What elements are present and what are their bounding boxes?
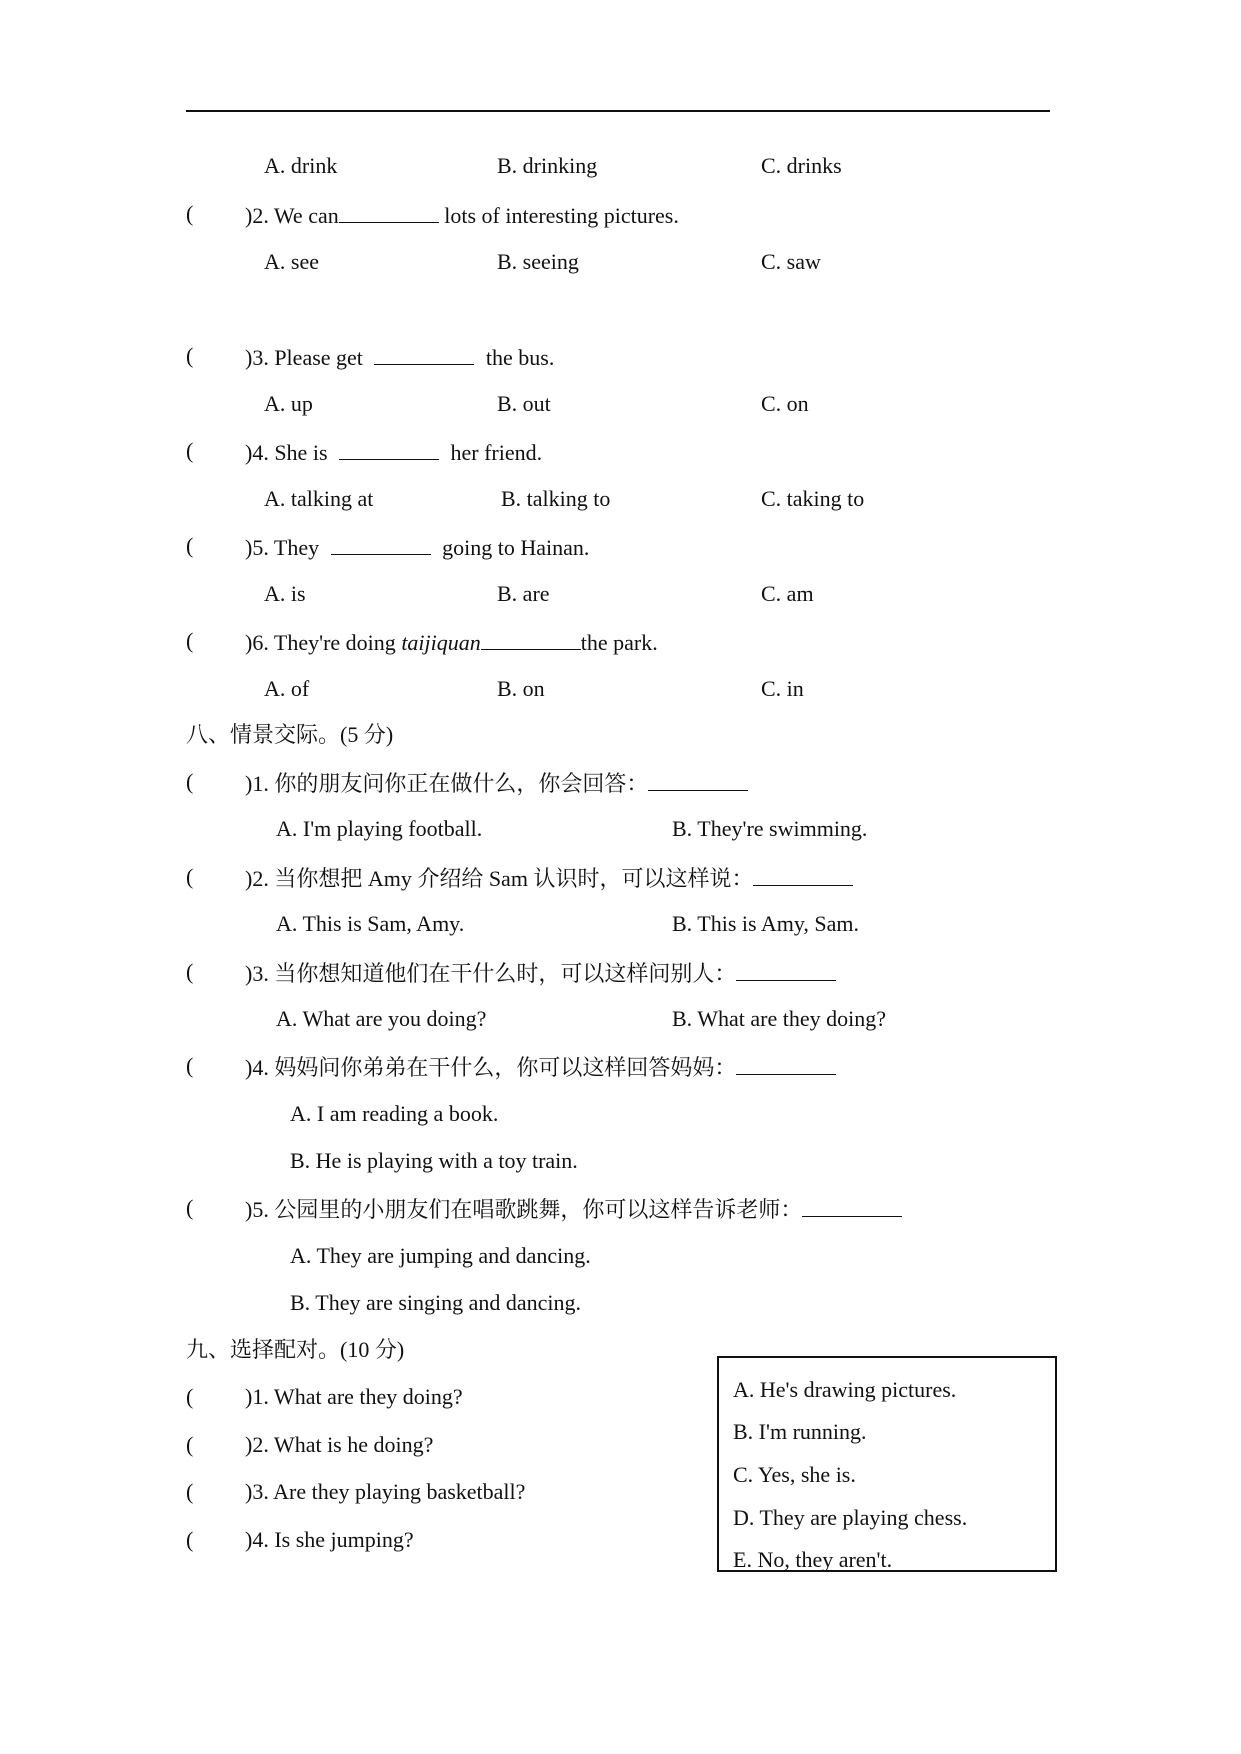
- option-b: B. They are singing and dancing.: [290, 1290, 582, 1315]
- option-a: A. What are you doing?: [276, 1006, 487, 1031]
- option-a: A. see: [264, 249, 319, 274]
- option-b: B. are: [497, 581, 550, 606]
- option-a: A. They are jumping and dancing.: [290, 1243, 591, 1268]
- option-a: A. I am reading a book.: [290, 1101, 499, 1126]
- answer-blank[interactable]: [648, 768, 748, 791]
- answer-blank[interactable]: [736, 958, 836, 981]
- answer-paren: (: [186, 1432, 194, 1457]
- question-6: )6. They're doing taijiquan the park.: [245, 627, 658, 657]
- option-b: B. talking to: [501, 486, 611, 511]
- s8-question-1: )1. 你的朋友问你正在做什么，你会回答：: [245, 768, 748, 798]
- question-3: )3. Please get the bus.: [245, 342, 554, 372]
- section-9-title: 九、选择配对。(10 分): [186, 1337, 405, 1362]
- option-b: B. on: [497, 676, 545, 701]
- answer-option: C. Yes, she is.: [733, 1462, 856, 1487]
- match-question-2: )2. What is he doing?: [245, 1432, 434, 1457]
- answer-paren: (: [186, 533, 194, 558]
- match-question-3: )3. Are they playing basketball?: [245, 1479, 526, 1504]
- option-c: C. drinks: [761, 153, 842, 178]
- answer-paren: (: [186, 864, 194, 889]
- option-c: C. taking to: [761, 486, 865, 511]
- answer-option: D. They are playing chess.: [733, 1505, 968, 1530]
- answer-option: A. He's drawing pictures.: [733, 1377, 957, 1402]
- question-4: )4. She is her friend.: [245, 437, 542, 467]
- answer-paren: (: [186, 1195, 194, 1220]
- s8-question-5: )5. 公园里的小朋友们在唱歌跳舞，你可以这样告诉老师：: [245, 1194, 902, 1224]
- s8-question-2: )2. 当你想把 Amy 介绍给 Sam 认识时，可以这样说：: [245, 863, 853, 893]
- answer-blank[interactable]: [339, 200, 439, 223]
- answer-paren: (: [186, 201, 194, 226]
- answer-paren: (: [186, 1384, 194, 1409]
- option-a: A. of: [264, 676, 310, 701]
- answer-blank[interactable]: [481, 627, 581, 650]
- option-b: B. out: [497, 391, 551, 416]
- answer-paren: (: [186, 959, 194, 984]
- option-b: B. What are they doing?: [672, 1006, 887, 1031]
- question-5: )5. They going to Hainan.: [245, 532, 589, 562]
- answer-paren: (: [186, 628, 194, 653]
- answer-blank[interactable]: [331, 532, 431, 555]
- answer-blank[interactable]: [374, 342, 474, 365]
- question-2: )2. We can lots of interesting pictures.: [245, 200, 679, 230]
- answer-blank[interactable]: [339, 437, 439, 460]
- s8-question-3: )3. 当你想知道他们在干什么时，可以这样问别人：: [245, 958, 836, 988]
- match-question-4: )4. Is she jumping?: [245, 1527, 414, 1552]
- s8-question-4: )4. 妈妈问你弟弟在干什么，你可以这样回答妈妈：: [245, 1052, 836, 1082]
- answer-paren: (: [186, 769, 194, 794]
- answer-blank[interactable]: [736, 1052, 836, 1075]
- match-question-1: )1. What are they doing?: [245, 1384, 463, 1409]
- option-b: B. This is Amy, Sam.: [672, 911, 860, 936]
- answer-paren: (: [186, 1053, 194, 1078]
- option-a: A. drink: [264, 153, 338, 178]
- option-b: B. They're swimming.: [672, 816, 868, 841]
- answer-paren: (: [186, 1479, 194, 1504]
- answer-blank[interactable]: [753, 863, 853, 886]
- option-b: B. He is playing with a toy train.: [290, 1148, 578, 1173]
- option-a: A. talking at: [264, 486, 374, 511]
- answer-box: [717, 1356, 1057, 1572]
- answer-paren: (: [186, 343, 194, 368]
- answer-paren: (: [186, 1527, 194, 1552]
- option-b: B. seeing: [497, 249, 579, 274]
- option-c: C. saw: [761, 249, 821, 274]
- option-c: C. in: [761, 676, 804, 701]
- answer-option: E. No, they aren't.: [733, 1547, 893, 1572]
- section-8-title: 八、情景交际。(5 分): [186, 722, 394, 747]
- answer-blank[interactable]: [802, 1194, 902, 1217]
- answer-option: B. I'm running.: [733, 1419, 867, 1444]
- option-a: A. is: [264, 581, 306, 606]
- option-a: A. up: [264, 391, 313, 416]
- option-a: A. I'm playing football.: [276, 816, 483, 841]
- option-a: A. This is Sam, Amy.: [276, 911, 465, 936]
- option-b: B. drinking: [497, 153, 598, 178]
- option-c: C. am: [761, 581, 814, 606]
- option-c: C. on: [761, 391, 809, 416]
- header-rule: [186, 110, 1050, 112]
- answer-paren: (: [186, 438, 194, 463]
